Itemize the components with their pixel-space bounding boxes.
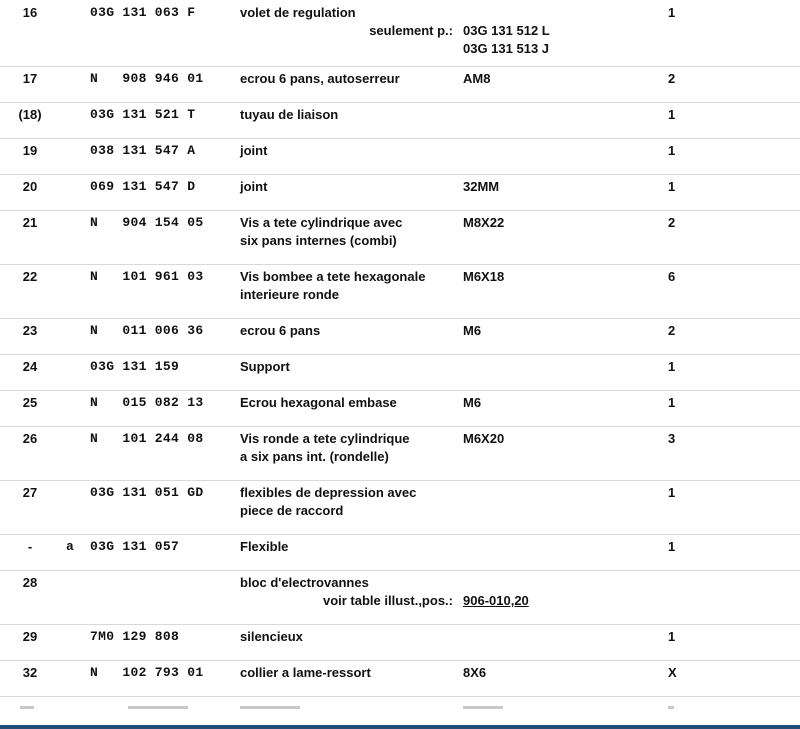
part-number: 038 131 547 A [90, 143, 196, 158]
description-line: a six pans int. (rondelle) [240, 449, 389, 464]
reference-link[interactable]: 906-010,20 [463, 593, 529, 608]
specification: M6 [463, 323, 482, 338]
parts-row [0, 210, 800, 265]
position-number: 27 [22, 485, 38, 500]
part-number: 03G 131 159 [90, 359, 180, 374]
part-number: 03G 131 051 GD [90, 485, 204, 500]
description-line: interieure ronde [240, 287, 339, 302]
quantity: 1 [668, 5, 676, 20]
part-number: N 908 946 01 [90, 71, 204, 86]
position-number: 17 [22, 71, 38, 86]
position-number: 28 [22, 575, 38, 590]
description-line: bloc d'electrovannes [240, 575, 369, 590]
part-number: 069 131 547 D [90, 179, 196, 194]
parts-row [0, 318, 800, 355]
position-number: 21 [22, 215, 38, 230]
window-bottom-border [0, 725, 800, 729]
specification: M6 [463, 395, 482, 410]
position-number: 26 [22, 431, 38, 446]
quantity: 1 [668, 539, 676, 554]
part-number: N 102 793 01 [90, 665, 204, 680]
cut-off-next-row [0, 702, 800, 712]
description-line: flexibles de depression avec [240, 485, 417, 500]
note-label: voir table illust.,pos.: [322, 593, 453, 608]
quantity: 1 [668, 107, 676, 122]
position-number: 16 [22, 5, 38, 20]
description-line: Vis a tete cylindrique avec [240, 215, 403, 230]
description-line: volet de regulation [240, 5, 356, 20]
part-number: 03G 131 057 [90, 539, 180, 554]
specification: 32MM [463, 179, 500, 194]
quantity: 6 [668, 269, 676, 284]
position-number: 22 [22, 269, 38, 284]
parts-row [0, 480, 800, 535]
part-number: N 101 244 08 [90, 431, 204, 446]
sub-index: a [66, 539, 74, 554]
description-line: Ecrou hexagonal embase [240, 395, 397, 410]
position-number: 20 [22, 179, 38, 194]
quantity: 1 [668, 395, 676, 410]
description-line: Vis bombee a tete hexagonale [240, 269, 426, 284]
parts-row [0, 426, 800, 481]
part-number: 03G 131 521 T [90, 107, 196, 122]
quantity: 1 [668, 359, 676, 374]
parts-row [0, 534, 800, 571]
position-number: 24 [22, 359, 38, 374]
quantity: X [668, 665, 677, 680]
parts-row [0, 0, 800, 67]
position-number: (18) [18, 107, 42, 122]
description-line: piece de raccord [240, 503, 344, 518]
parts-row [0, 66, 800, 103]
position-number: - [27, 539, 33, 554]
position-number: 23 [22, 323, 38, 338]
note-label: seulement p.: [369, 23, 453, 38]
part-number: 03G 131 063 F [90, 5, 196, 20]
specification: M6X20 [463, 431, 505, 446]
specification: M6X18 [463, 269, 505, 284]
quantity: 1 [668, 143, 676, 158]
specification: AM8 [463, 71, 491, 86]
quantity: 2 [668, 71, 676, 86]
specification: 8X6 [463, 665, 487, 680]
quantity: 2 [668, 323, 676, 338]
description-line: Vis ronde a tete cylindrique [240, 431, 410, 446]
description-line: ecrou 6 pans [240, 323, 321, 338]
note-value: 03G 131 513 J [463, 41, 550, 56]
part-number: 7M0 129 808 [90, 629, 180, 644]
part-number: N 015 082 13 [90, 395, 204, 410]
specification: M8X22 [463, 215, 505, 230]
parts-row [0, 354, 800, 391]
position-number: 25 [22, 395, 38, 410]
description-line: joint [240, 179, 268, 194]
part-number: N 904 154 05 [90, 215, 204, 230]
parts-row [0, 390, 800, 427]
parts-row [0, 570, 800, 625]
description-line: joint [240, 143, 268, 158]
description-line: ecrou 6 pans, autoserreur [240, 71, 400, 86]
part-number: N 101 961 03 [90, 269, 204, 284]
parts-row [0, 102, 800, 139]
description-line: Support [240, 359, 290, 374]
description-line: silencieux [240, 629, 303, 644]
description-line: collier a lame-ressort [240, 665, 371, 680]
quantity: 1 [668, 629, 676, 644]
parts-row [0, 264, 800, 319]
quantity: 2 [668, 215, 676, 230]
position-number: 32 [22, 665, 38, 680]
parts-row [0, 174, 800, 211]
parts-row [0, 138, 800, 175]
quantity: 1 [668, 179, 676, 194]
description-line: tuyau de liaison [240, 107, 339, 122]
description-line: six pans internes (combi) [240, 233, 397, 248]
quantity: 1 [668, 485, 676, 500]
quantity: 3 [668, 431, 676, 446]
parts-row [0, 660, 800, 697]
position-number: 19 [22, 143, 38, 158]
parts-row [0, 624, 800, 661]
part-number: N 011 006 36 [90, 323, 204, 338]
position-number: 29 [22, 629, 38, 644]
description-line: Flexible [240, 539, 289, 554]
note-value: 03G 131 512 L [463, 23, 550, 38]
